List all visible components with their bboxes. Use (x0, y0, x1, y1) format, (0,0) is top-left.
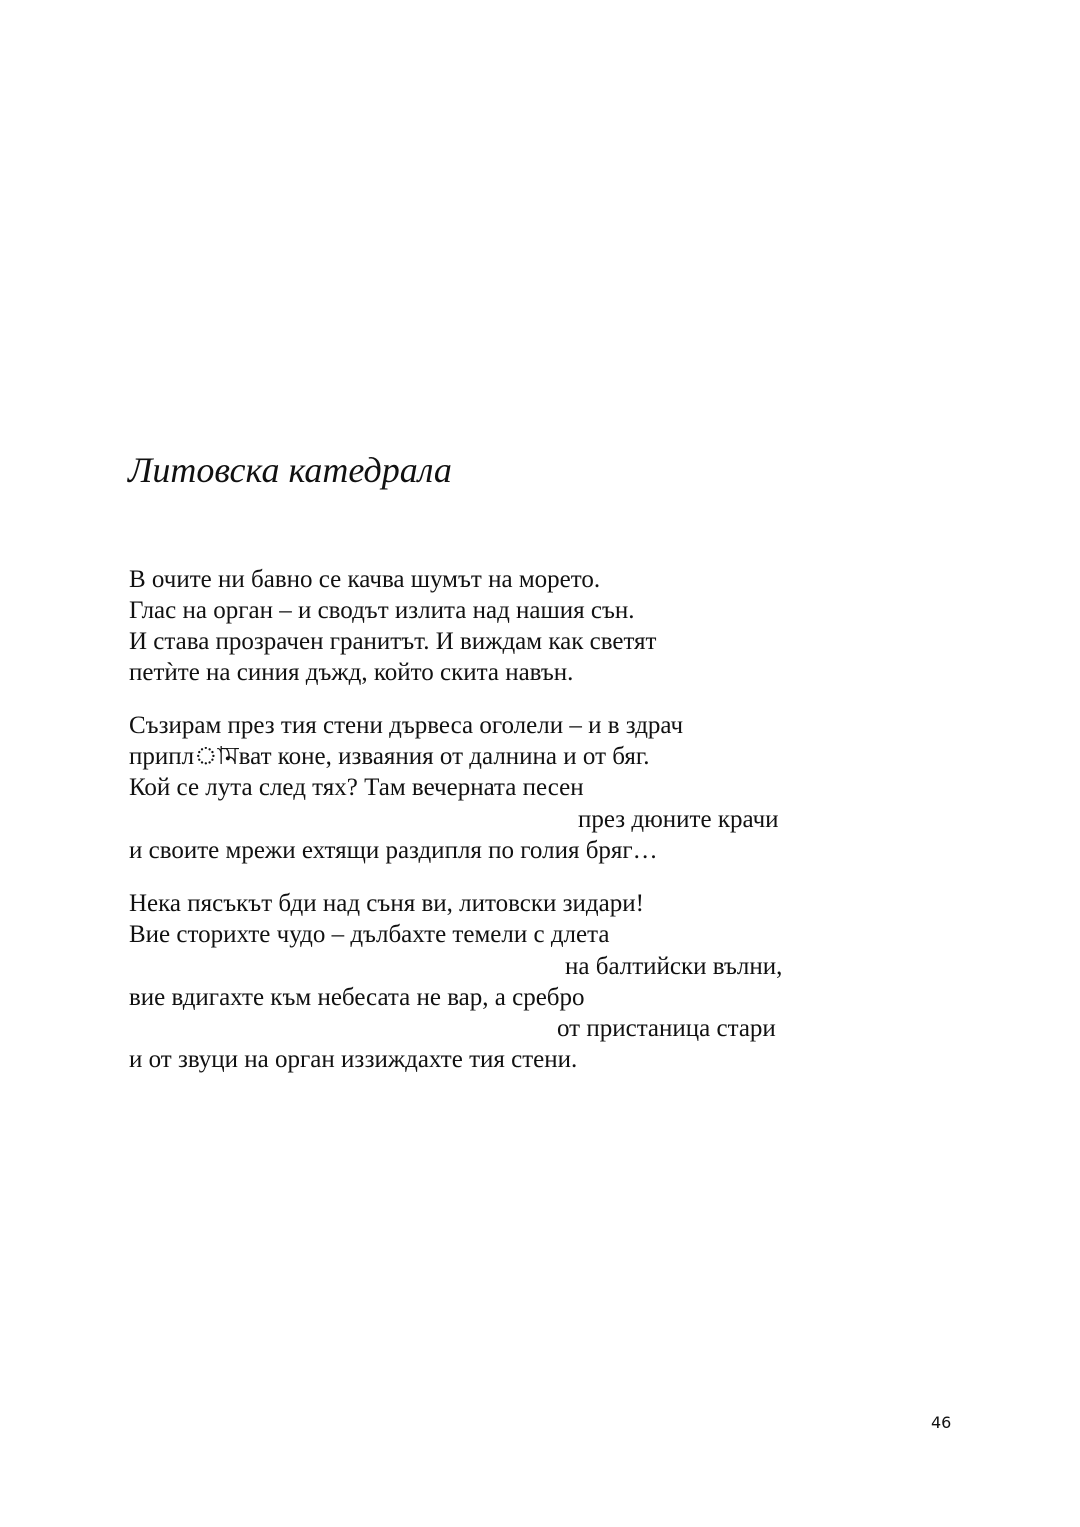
poem-line: Съзирам през тия стени дървеса оголели – и в здрач (129, 712, 684, 739)
poem-line: Вие сторихте чудо – дълбахте темели с длета (129, 921, 610, 948)
poem-line: Нека пясъкът бди над съня ви, литовски зидари! (129, 890, 644, 917)
poem-line: И става прозрачен гранитът. И виждам как светят (129, 628, 657, 655)
poem-line-indented: през дюните крачи (578, 806, 779, 833)
poem-line: и от звуци на орган иззиждахте тия стени. (129, 1046, 578, 1073)
page-number: 46 (931, 1413, 952, 1432)
poem-line: В очите ни бавно се качва шумът на морето. (129, 566, 601, 593)
poem-line: петѝте на синия дъжд, който скита навън. (129, 659, 574, 686)
poem-line: Глас на орган – и сводът излита над нашия сън. (129, 597, 635, 624)
poem-title: Литовска катедрала (128, 450, 452, 490)
poem-line-indented: на балтийски вълни, (565, 953, 783, 980)
poem-line: вие вдигахте към небесата не вар, а сребро (129, 984, 585, 1011)
poem-line: приплামват коне, изваяния от далнина и от бяг. (129, 743, 650, 770)
poem-line: Кой се лута след тях? Там вечерната песен (129, 774, 584, 801)
poem-line-indented: от пристаница стари (557, 1015, 776, 1042)
poem-line: и своите мрежи ехтящи раздипля по голия бряг… (129, 837, 658, 864)
